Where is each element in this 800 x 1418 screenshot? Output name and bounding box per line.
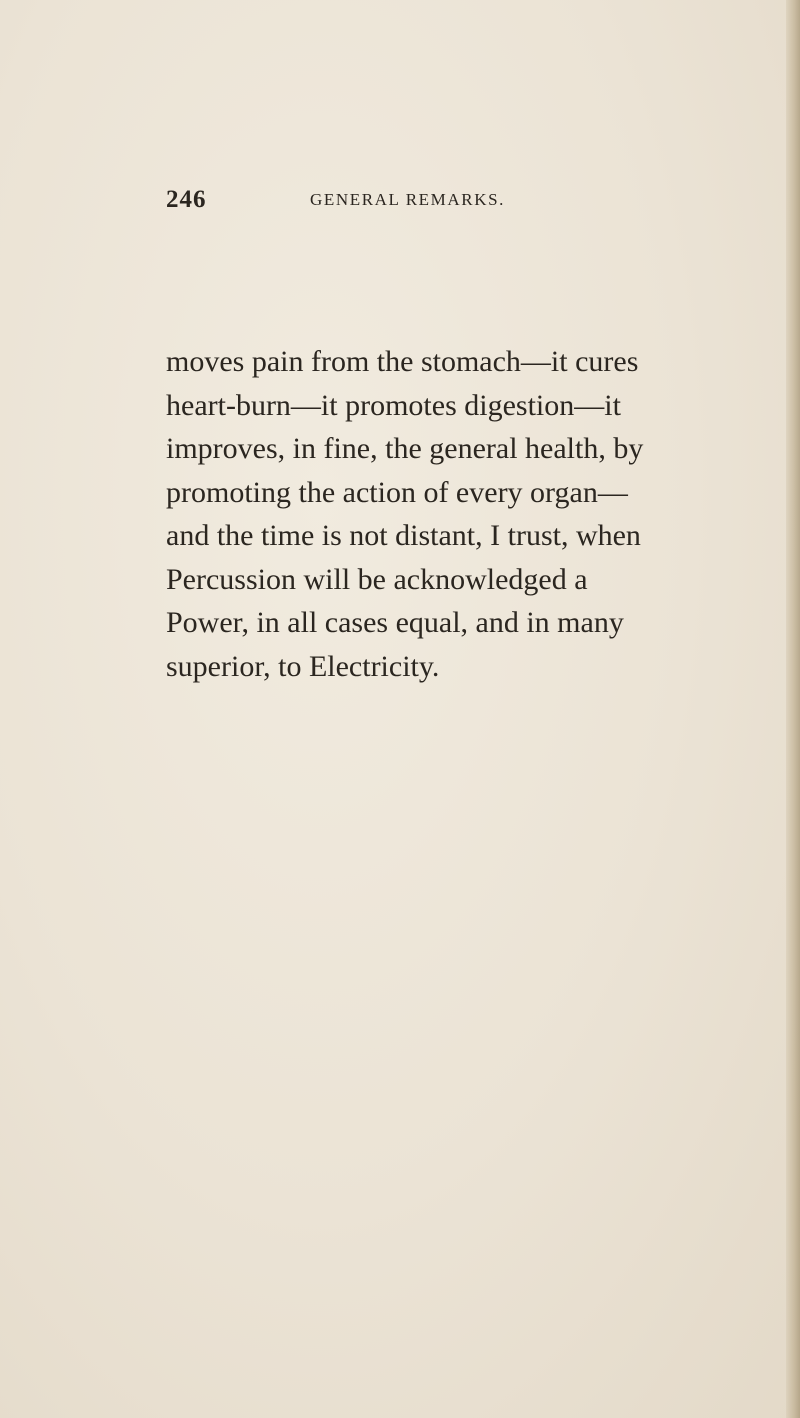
- text-line: heart-burn—it promotes digestion—it: [166, 388, 621, 422]
- page-number: 246: [166, 186, 207, 213]
- text-line: improves, in fine, the general health, by: [166, 432, 644, 465]
- text-line: moves pain from the stomach—it cures: [166, 345, 639, 378]
- body-paragraph: [166, 340, 766, 688]
- text-line: Power, in all cases equal, and in many: [166, 606, 624, 639]
- page-edge: [786, 0, 800, 1418]
- text-line: superior, to Electricity.: [166, 649, 440, 683]
- page-header: [166, 186, 596, 216]
- text-line: and the time is not distant, I trust, when: [166, 519, 641, 552]
- text-line: Percussion will be acknowledged a: [166, 562, 588, 596]
- text-line: promoting the action of every organ—: [166, 475, 628, 509]
- running-head: GENERAL REMARKS.: [310, 190, 505, 209]
